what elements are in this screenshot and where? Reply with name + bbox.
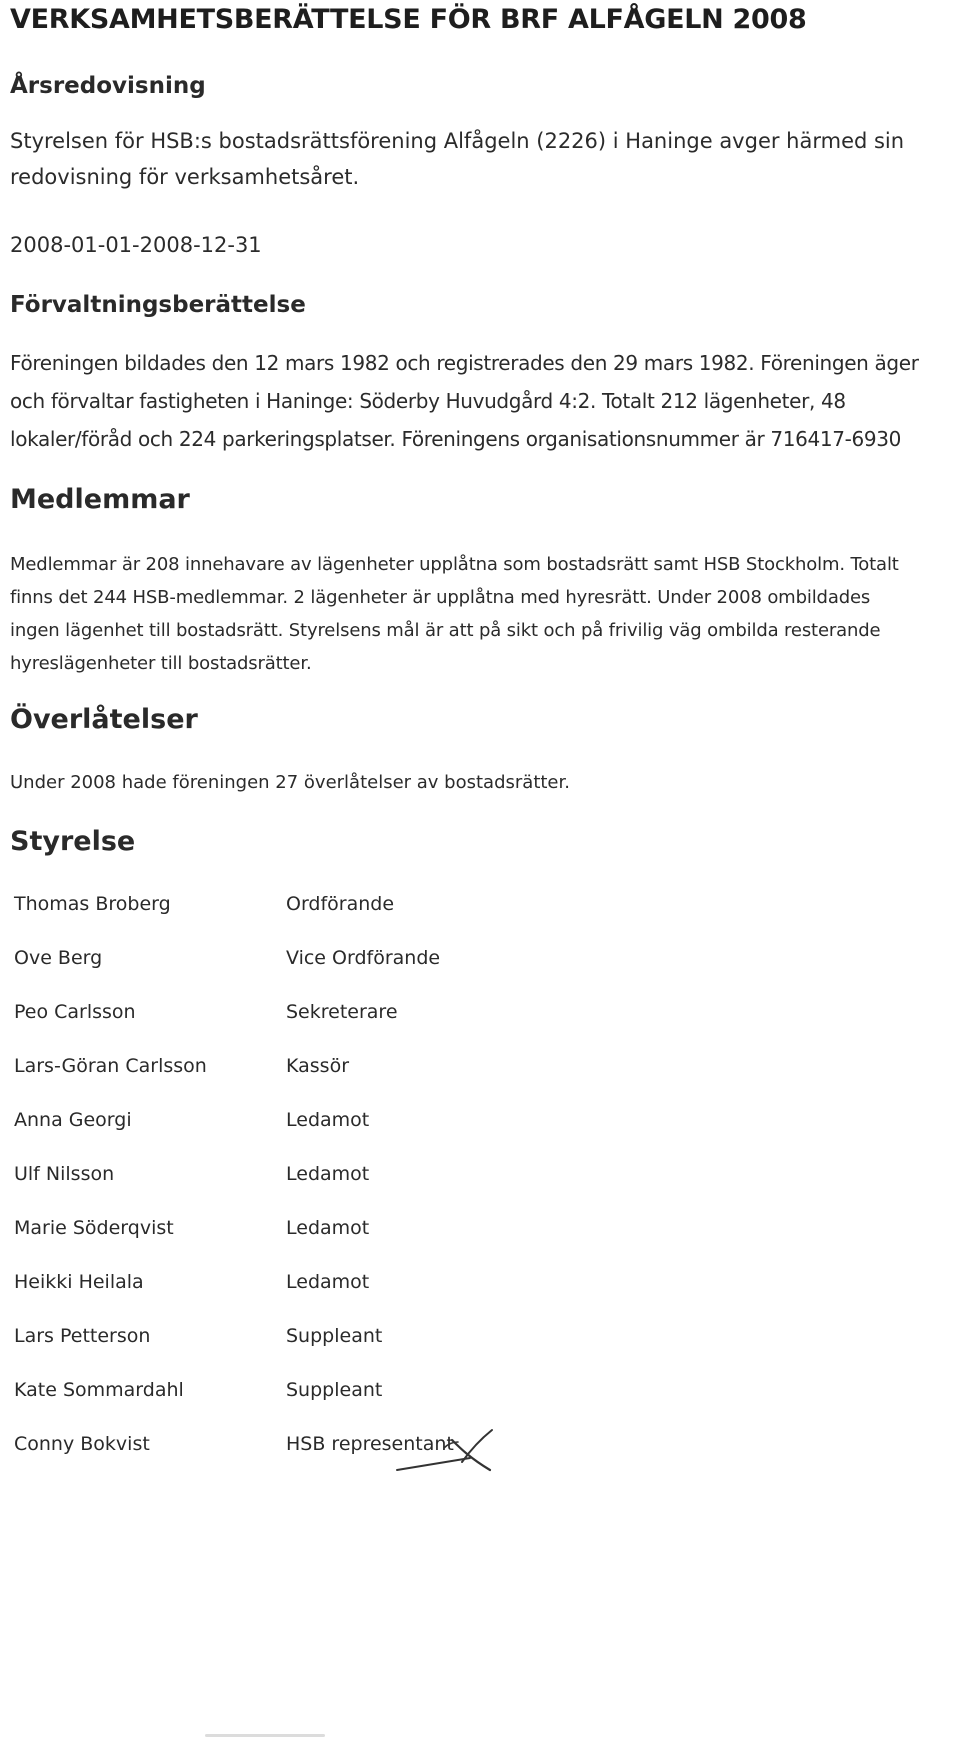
board-member-name: Ulf Nilsson <box>14 1163 115 1185</box>
section-heading-styrelse: Styrelse <box>10 826 136 857</box>
board-member-name: Kate Sommardahl <box>14 1379 184 1401</box>
board-member-role: Vice Ordförande <box>286 947 441 969</box>
section-heading-forvaltningsberattelse: Förvaltningsberättelse <box>10 292 306 318</box>
board-member-role: Ledamot <box>286 1271 370 1293</box>
board-member-role: Kassör <box>286 1055 350 1077</box>
board-member-name: Lars-Göran Carlsson <box>14 1055 207 1077</box>
board-member-role: Ledamot <box>286 1217 370 1239</box>
forvaltning-paragraph <box>10 344 955 458</box>
signature-mark <box>392 1418 502 1478</box>
board-member-role: HSB representant <box>286 1433 454 1455</box>
board-member-name: Heikki Heilala <box>14 1271 144 1293</box>
board-member-name: Lars Petterson <box>14 1325 151 1347</box>
medlemmar-paragraph <box>10 548 955 680</box>
board-member-role: Ordförande <box>286 893 395 915</box>
board-member-role: Suppleant <box>286 1379 383 1401</box>
forvaltning-line: Föreningen bildades den 12 mars 1982 och registrerades den 29 mars 1982. Föreningen äger <box>10 351 919 375</box>
board-member-name: Marie Söderqvist <box>14 1217 174 1239</box>
section-heading-overlatelser: Överlåtelser <box>10 704 198 735</box>
arsredovisning-line: Styrelsen för HSB:s bostadsrättsförening Alfågeln (2226) i Haninge avger härmed sin <box>10 129 905 153</box>
arsredovisning-line: redovisning för verksamhetsåret. <box>10 165 360 189</box>
board-member-name: Anna Georgi <box>14 1109 132 1131</box>
medlemmar-line: ingen lägenhet till bostadsrätt. Styrelsens mål är att på sikt och på frivilig väg ombilda resterande <box>10 620 881 641</box>
section-heading-medlemmar: Medlemmar <box>10 484 190 515</box>
board-member-role: Suppleant <box>286 1325 383 1347</box>
fiscal-period: 2008-01-01-2008-12-31 <box>10 233 262 257</box>
overlatelser-text: Under 2008 hade föreningen 27 överlåtelser av bostadsrätter. <box>10 772 570 793</box>
medlemmar-line: hyreslägenheter till bostadsrätter. <box>10 653 312 674</box>
board-member-name: Ove Berg <box>14 947 103 969</box>
forvaltning-line: lokaler/föråd och 224 parkeringsplatser. Föreningens organisationsnummer är 716417-6930 <box>10 427 902 451</box>
board-member-role: Ledamot <box>286 1163 370 1185</box>
section-heading-arsredovisning: Årsredovisning <box>10 73 206 99</box>
arsredovisning-paragraph <box>10 123 955 195</box>
document-title: VERKSAMHETSBERÄTTELSE FÖR BRF ALFÅGELN 2008 <box>10 4 807 35</box>
forvaltning-line: och förvaltar fastigheten i Haninge: Söderby Huvudgård 4:2. Totalt 212 lägenheter, 48 <box>10 389 846 413</box>
board-member-role: Sekreterare <box>286 1001 398 1023</box>
board-member-role: Ledamot <box>286 1109 370 1131</box>
board-member-name: Thomas Broberg <box>14 893 171 915</box>
medlemmar-line: finns det 244 HSB-medlemmar. 2 lägenheter är upplåtna med hyresrätt. Under 2008 ombildades <box>10 587 871 608</box>
board-member-name: Conny Bokvist <box>14 1433 150 1455</box>
board-member-name: Peo Carlsson <box>14 1001 136 1023</box>
medlemmar-line: Medlemmar är 208 innehavare av lägenheter upplåtna som bostadsrätt samt HSB Stockholm. Totalt <box>10 554 899 575</box>
scan-artifact <box>205 1734 325 1737</box>
